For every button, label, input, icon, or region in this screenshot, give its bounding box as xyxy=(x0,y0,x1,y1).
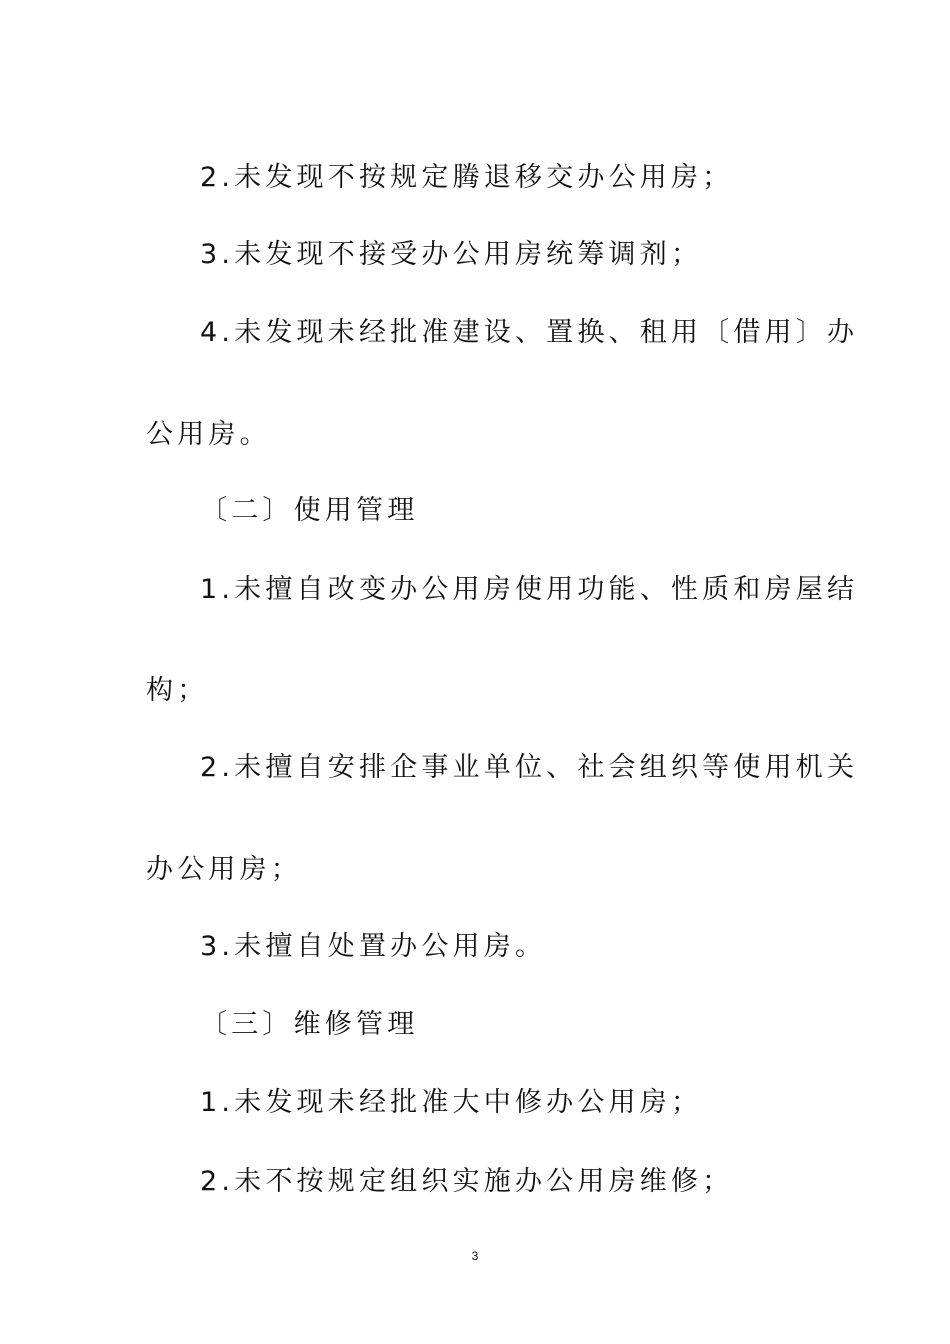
text-line: 2.未发现不按规定腾退移交办公用房； xyxy=(200,162,734,193)
section-heading: 〔三〕维修管理 xyxy=(200,1009,419,1040)
text-line: 1.未擅自改变办公用房使用功能、性质和房屋结 xyxy=(200,574,859,605)
text-line: 办公用房； xyxy=(146,854,302,885)
text-line: 2.未不按规定组织实施办公用房维修； xyxy=(200,1166,734,1197)
text-line: 2.未擅自安排企事业单位、社会组织等使用机关 xyxy=(200,752,859,783)
page-number: 3 xyxy=(471,1249,479,1263)
text-line: 1.未发现未经批准大中修办公用房； xyxy=(200,1087,703,1118)
text-line: 公用房。 xyxy=(146,419,271,450)
text-line: 4.未发现未经批准建设、置换、租用〔借用〕办 xyxy=(200,317,859,348)
text-line: 构； xyxy=(146,675,209,706)
text-line: 3.未擅自处置办公用房。 xyxy=(200,931,547,962)
section-heading: 〔二〕使用管理 xyxy=(200,495,419,526)
text-line: 3.未发现不接受办公用房统筹调剂； xyxy=(200,239,703,270)
